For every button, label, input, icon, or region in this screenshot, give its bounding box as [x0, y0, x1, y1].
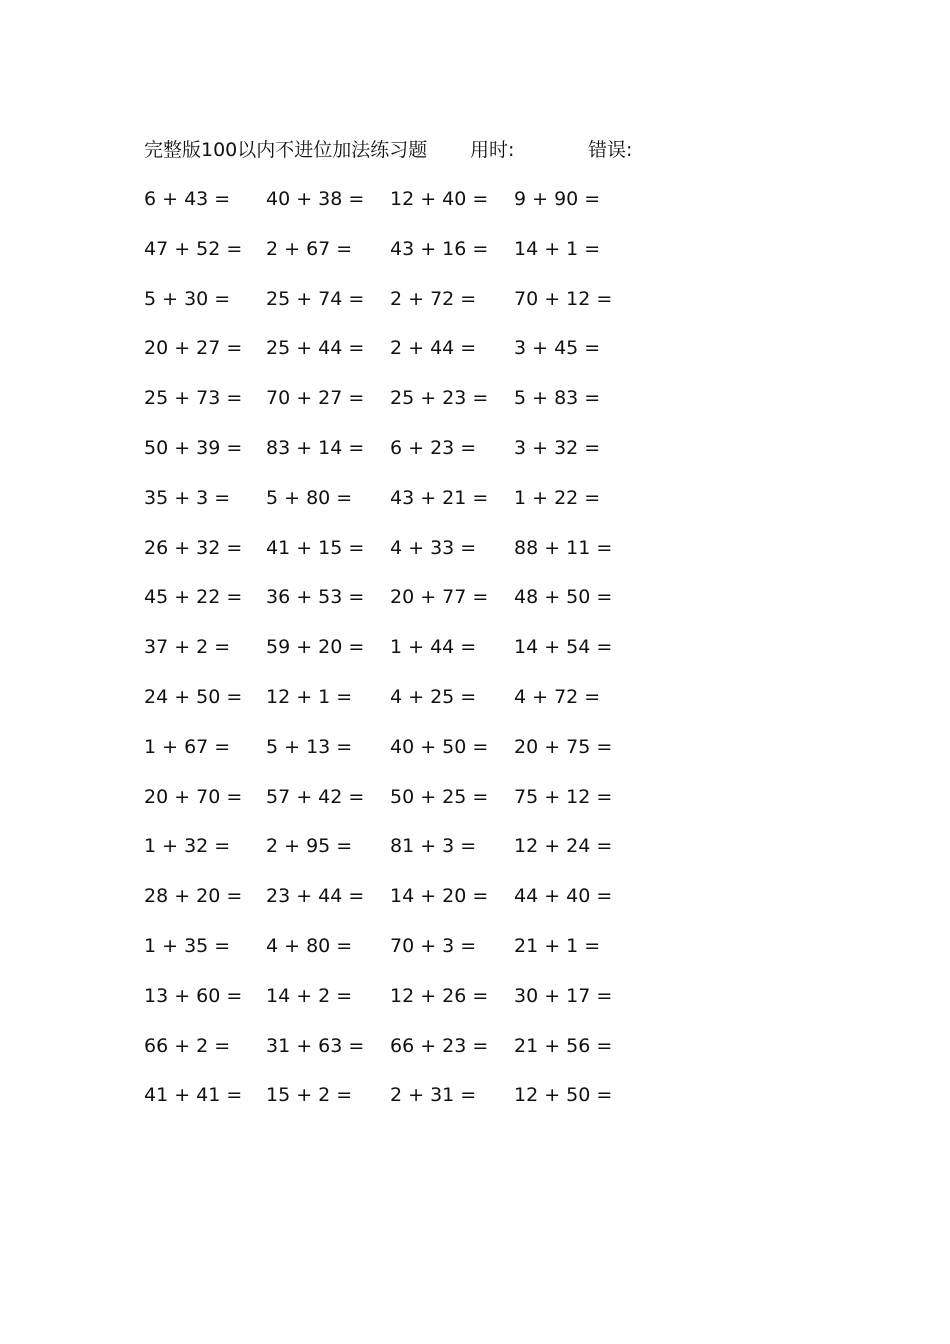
- problem-row: [0, 185, 950, 235]
- problem: 47 + 52 =: [144, 237, 243, 260]
- problem: 21 + 1 =: [514, 934, 601, 957]
- problem: 88 + 11 =: [514, 536, 613, 559]
- problem: 21 + 56 =: [514, 1034, 613, 1057]
- problem: 66 + 2 =: [144, 1034, 231, 1057]
- problem: 41 + 15 =: [266, 536, 365, 559]
- problem: 4 + 72 =: [514, 685, 601, 708]
- problem: 14 + 2 =: [266, 984, 353, 1007]
- problem: 15 + 2 =: [266, 1084, 353, 1107]
- problem: 81 + 3 =: [390, 835, 477, 858]
- problem: 20 + 70 =: [144, 785, 243, 808]
- problem: 70 + 27 =: [266, 387, 365, 410]
- problem: 25 + 23 =: [390, 387, 489, 410]
- time-label: 用时:: [470, 139, 515, 161]
- problem-row: [0, 633, 950, 683]
- problem: 59 + 20 =: [266, 636, 365, 659]
- problem: 40 + 50 =: [390, 735, 489, 758]
- problem: 43 + 16 =: [390, 237, 489, 260]
- problem-row: [0, 235, 950, 285]
- problem-row: [0, 285, 950, 335]
- problem-row: [0, 832, 950, 882]
- problem: 25 + 73 =: [144, 387, 243, 410]
- problem: 1 + 67 =: [144, 735, 231, 758]
- problem: 25 + 74 =: [266, 287, 365, 310]
- problem-row: [0, 384, 950, 434]
- problem: 2 + 67 =: [266, 237, 353, 260]
- problem: 28 + 20 =: [144, 885, 243, 908]
- problem: 45 + 22 =: [144, 586, 243, 609]
- problem: 12 + 50 =: [514, 1084, 613, 1107]
- problem: 40 + 38 =: [266, 188, 365, 210]
- problem: 14 + 54 =: [514, 636, 613, 659]
- problem: 2 + 95 =: [266, 835, 353, 858]
- problem: 6 + 23 =: [390, 436, 477, 459]
- problem: 31 + 63 =: [266, 1034, 365, 1057]
- problem: 30 + 17 =: [514, 984, 613, 1007]
- problem: 12 + 1 =: [266, 685, 353, 708]
- problem: 36 + 53 =: [266, 586, 365, 609]
- problem: 5 + 30 =: [144, 287, 231, 310]
- problem: 70 + 12 =: [514, 287, 613, 310]
- problem: 4 + 25 =: [390, 685, 477, 708]
- problem: 12 + 40 =: [390, 188, 489, 210]
- problem: 13 + 60 =: [144, 984, 243, 1007]
- problem-row: [0, 932, 950, 982]
- problem: 23 + 44 =: [266, 885, 365, 908]
- problem: 12 + 24 =: [514, 835, 613, 858]
- problem: 12 + 26 =: [390, 984, 489, 1007]
- problem-grid: [0, 185, 950, 1131]
- problem-row: [0, 982, 950, 1032]
- problem: 1 + 22 =: [514, 486, 601, 509]
- problem: 14 + 1 =: [514, 237, 601, 260]
- problem: 75 + 12 =: [514, 785, 613, 808]
- problem: 1 + 44 =: [390, 636, 477, 659]
- problem: 37 + 2 =: [144, 636, 231, 659]
- problem-row: [0, 434, 950, 484]
- problem: 4 + 33 =: [390, 536, 477, 559]
- problem: 2 + 44 =: [390, 337, 477, 360]
- problem: 50 + 25 =: [390, 785, 489, 808]
- problem: 66 + 23 =: [390, 1034, 489, 1057]
- worksheet-title: 完整版100以内不进位加法练习题: [144, 139, 428, 161]
- problem: 50 + 39 =: [144, 436, 243, 459]
- errors-label: 错误:: [588, 139, 633, 161]
- problem: 20 + 27 =: [144, 337, 243, 360]
- problem: 48 + 50 =: [514, 586, 613, 609]
- problem: 20 + 75 =: [514, 735, 613, 758]
- problem: 1 + 35 =: [144, 934, 231, 957]
- problem: 41 + 41 =: [144, 1084, 243, 1107]
- problem: 20 + 77 =: [390, 586, 489, 609]
- problem-row: [0, 683, 950, 733]
- problem: 25 + 44 =: [266, 337, 365, 360]
- problem: 3 + 32 =: [514, 436, 601, 459]
- problem: 14 + 20 =: [390, 885, 489, 908]
- problem: 3 + 45 =: [514, 337, 601, 360]
- problem: 24 + 50 =: [144, 685, 243, 708]
- problem: 4 + 80 =: [266, 934, 353, 957]
- problem: 57 + 42 =: [266, 785, 365, 808]
- problem: 5 + 80 =: [266, 486, 353, 509]
- problem: 2 + 31 =: [390, 1084, 477, 1107]
- problem-row: [0, 484, 950, 534]
- problem-row: [0, 1032, 950, 1082]
- problem: 83 + 14 =: [266, 436, 365, 459]
- problem-row: [0, 334, 950, 384]
- problem-row: [0, 1081, 950, 1131]
- problem: 9 + 90 =: [514, 188, 601, 210]
- problem-row: [0, 783, 950, 833]
- problem-row: [0, 733, 950, 783]
- problem: 5 + 13 =: [266, 735, 353, 758]
- problem: 44 + 40 =: [514, 885, 613, 908]
- problem: 1 + 32 =: [144, 835, 231, 858]
- problem: 2 + 72 =: [390, 287, 477, 310]
- problem-row: [0, 882, 950, 932]
- problem-row: [0, 583, 950, 633]
- problem-row: [0, 534, 950, 584]
- problem: 43 + 21 =: [390, 486, 489, 509]
- problem: 6 + 43 =: [144, 188, 231, 210]
- problem: 70 + 3 =: [390, 934, 477, 957]
- problem: 5 + 83 =: [514, 387, 601, 410]
- problem: 26 + 32 =: [144, 536, 243, 559]
- problem: 35 + 3 =: [144, 486, 231, 509]
